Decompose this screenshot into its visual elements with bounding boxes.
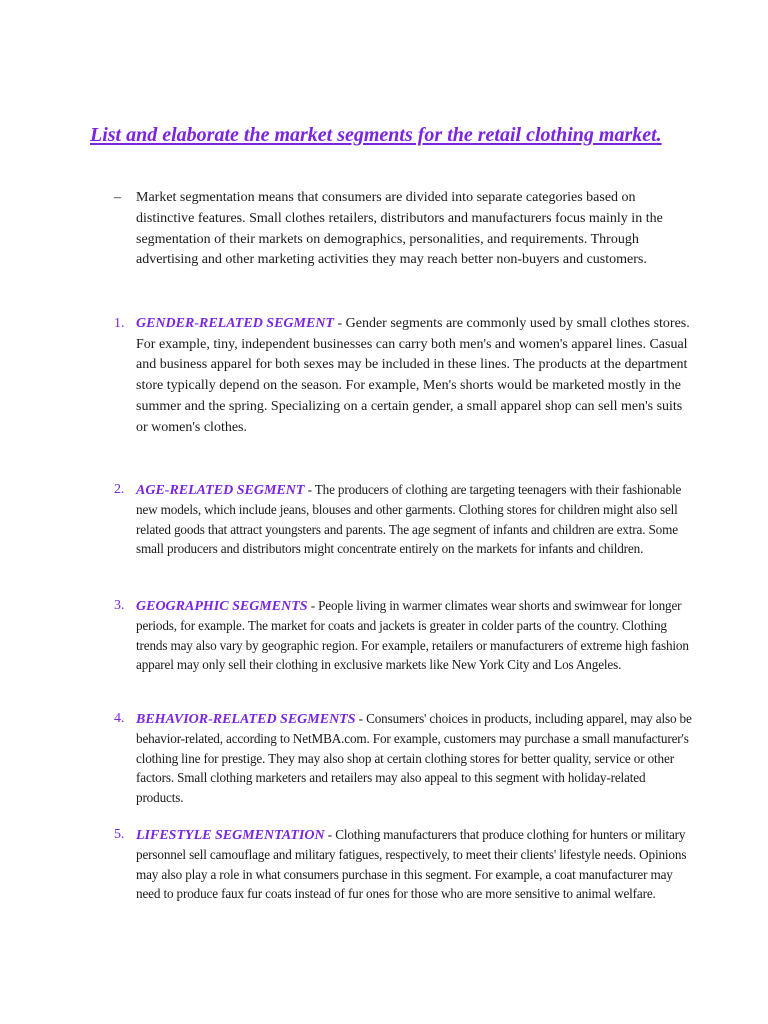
segment-lifestyle xyxy=(114,825,694,904)
segment-number: 3. xyxy=(114,598,125,613)
segment-age xyxy=(114,480,694,559)
segment-text: - People living in warmer climates wear shorts and swimwear for longer periods, for example. The market for coats and jackets is greater in colder parts of the country. Clothing trends may also vary by geographic region. For example, retailers or manufacturers of extreme high fashion apparel may only sell their clothing in exclusive markets like New York City and Los Angeles. xyxy=(136,598,689,673)
segment-text: - Gender segments are commonly used by small clothes stores. For example, tiny, independent businesses can carry both men's and women's apparel lines. Casual and business apparel for both sexes may be included in these lines. The products at the department store typically depend on the season. For example, Men's shorts would be marketed mostly in the summer and the spring. Specializing on a certain gender, a small apparel shop can sell men's suits or women's clothes. xyxy=(136,316,690,435)
segment-heading: BEHAVIOR-RELATED SEGMENTS xyxy=(136,712,356,727)
segment-text: - Consumers' choices in products, including apparel, may also be behavior-related, according to NetMBA.com. For example, customers may purchase a small manufacturer's clothing line for prestige. They may also shop at certain clothing stores for better quality, service or other factors. Small clothing marketers and retailers may also appeal to this segment with holiday-related products. xyxy=(136,711,692,805)
segment-heading: GEOGRAPHIC SEGMENTS xyxy=(136,599,308,614)
segment-heading: AGE-RELATED SEGMENT xyxy=(136,483,305,498)
segment-number: 1. xyxy=(114,316,125,331)
segment-number: 5. xyxy=(114,827,125,842)
intro-paragraph xyxy=(114,188,694,271)
segment-geographic xyxy=(114,596,694,675)
segment-behavior xyxy=(114,709,694,807)
segment-number: 2. xyxy=(114,482,125,497)
intro-bullet: – xyxy=(114,190,121,205)
intro-text: Market segmentation means that consumers are divided into separate categories based on distinctive features. Small clothes retailers, distributors and manufacturers focus mainly in the segmentation of their markets on demographics, personalities, and requirements. Through advertising and other marketing activities they may reach better non-buyers and customers. xyxy=(136,190,663,268)
segment-gender xyxy=(114,314,694,438)
document-title: List and elaborate the market segments for the retail clothing market. xyxy=(90,124,662,146)
segment-number: 4. xyxy=(114,711,125,726)
segment-heading: GENDER-RELATED SEGMENT xyxy=(136,316,334,331)
segment-text: - Clothing manufacturers that produce clothing for hunters or military personnel sell camouflage and military fatigues, respectively, to meet their clients' lifestyle needs. Opinions may also play a role in what consumers purchase in this segment. For example, a coat manufacturer may need to produce faux fur coats instead of fur ones for those who are more sensitive to animal welfare. xyxy=(136,827,687,902)
segment-heading: LIFESTYLE SEGMENTATION xyxy=(136,828,325,843)
segment-text: - The producers of clothing are targeting teenagers with their fashionable new models, which include jeans, blouses and other garments. Clothing stores for children might also sell related goods that attract youngsters and parents. The age segment of infants and children are extra. Some small producers and distributors might concentrate entirely on the markets for infants and children. xyxy=(136,482,682,557)
